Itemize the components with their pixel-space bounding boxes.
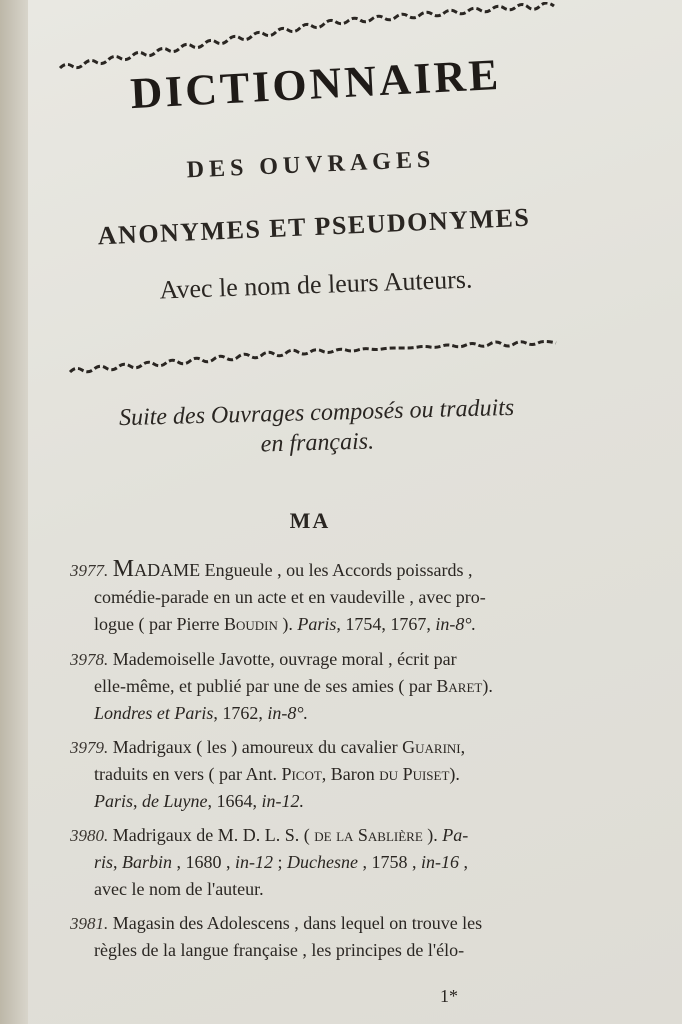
entry-text: ,: [460, 737, 466, 757]
author-name: du Puiset: [379, 764, 450, 784]
entry-text: Engueule , ou les Accords poissards ,: [200, 560, 473, 580]
entry-text: ).: [422, 825, 443, 845]
entry-3978: [70, 646, 570, 727]
entry-3981: [70, 910, 570, 964]
entry-text: , 1758 ,: [358, 852, 422, 872]
subtitle-line-2: en français.: [260, 428, 375, 458]
entry-line: [70, 646, 570, 673]
entry-text: traduits en vers ( par Ant.: [94, 764, 282, 784]
entry-3979: [70, 734, 570, 815]
middle-ornamental-rule: [68, 338, 560, 348]
entry-line: comédie-parade en un acte et en vaudeville , avec pro-: [94, 587, 486, 607]
entry-line: [70, 611, 570, 638]
entry-text: Mademoiselle Javotte, ouvrage moral , écrit par: [112, 649, 457, 669]
entry-text: ,: [133, 791, 143, 811]
entry-text: Madrigaux ( les ) amoureux du cavalier: [112, 737, 403, 757]
entry-line: [70, 556, 570, 584]
subtitle-line-1: Suite des Ouvrages composés ou traduits: [118, 394, 515, 432]
entry-text: , 1754, 1767,: [336, 614, 436, 634]
author-name: Boudin: [223, 614, 278, 634]
section-heading: MA: [289, 508, 331, 533]
entry-text: ).: [449, 764, 460, 784]
entry-line: [70, 734, 570, 761]
entry-line: avec le nom de l'auteur.: [94, 879, 264, 899]
entry-text: ).: [277, 614, 298, 634]
top-ornamental-rule: [58, 2, 558, 12]
entry-text: , 1762,: [213, 703, 268, 723]
entry-text: logue ( par Pierre: [94, 614, 224, 634]
entry-number: 3978.: [70, 650, 109, 669]
title-anonymes-pseudonymes: ANONYMES ET PSEUDONYMES: [97, 202, 531, 251]
format: in-12: [235, 852, 274, 872]
entry-number: 3977.: [70, 561, 109, 580]
entry-text: ,: [459, 852, 469, 872]
title-avec-le-nom: Avec le nom de leurs Auteurs.: [159, 264, 473, 305]
page-signature: 1*: [440, 986, 458, 1006]
publisher: Duchesne: [287, 852, 359, 872]
place-name: Pa-: [442, 825, 469, 845]
publisher: Barbin: [122, 852, 173, 872]
format: in-12.: [261, 791, 304, 811]
place-name: Londres et Paris: [94, 703, 214, 723]
entry-line: [70, 700, 570, 727]
author-name: Guarini: [402, 737, 461, 757]
place-name: ris: [94, 852, 114, 872]
entry-text: elle-même, et publié par une de ses amies ( par: [94, 676, 437, 696]
place-name: Paris: [297, 614, 337, 634]
entry-line: [70, 673, 570, 700]
entry-text: , 1664,: [207, 791, 262, 811]
entry-number: 3981.: [70, 914, 109, 933]
entry-3977: [70, 556, 570, 638]
entry-text: Magasin des Adolescens , dans lequel on trouve les: [112, 913, 483, 933]
author-name: de la Sablière: [314, 825, 423, 845]
entry-line: [70, 761, 570, 788]
entry-number: 3979.: [70, 738, 109, 757]
entry-3980: [70, 822, 570, 903]
drop-capital: M: [112, 556, 135, 582]
entry-text: , Baron: [321, 764, 380, 784]
author-name: Picot: [281, 764, 322, 784]
entry-number: 3980.: [70, 826, 109, 845]
entry-line: [70, 822, 570, 849]
book-gutter: [0, 0, 28, 1024]
format: in-16: [421, 852, 460, 872]
format: in-8°.: [435, 614, 477, 634]
entry-text: ;: [273, 852, 288, 872]
entry-line: [70, 849, 570, 876]
title-dictionnaire: DICTIONNAIRE: [129, 49, 503, 119]
publisher: de Luyne: [142, 791, 208, 811]
entry-line: [70, 788, 570, 815]
entry-text: ).: [482, 676, 493, 696]
place-name: Paris: [94, 791, 134, 811]
entry-line: règles de la langue française , les principes de l'élo-: [94, 940, 465, 960]
format: in-8°.: [267, 703, 309, 723]
title-des-ouvrages: DES OUVRAGES: [186, 146, 436, 184]
entry-text: ADAME: [134, 560, 201, 580]
entry-text: ,: [113, 852, 123, 872]
author-name: Baret: [436, 676, 483, 696]
entry-text: , 1680 ,: [172, 852, 236, 872]
entry-text: Madrigaux de M. D. L. S. (: [112, 825, 315, 845]
entry-line: [70, 910, 570, 937]
